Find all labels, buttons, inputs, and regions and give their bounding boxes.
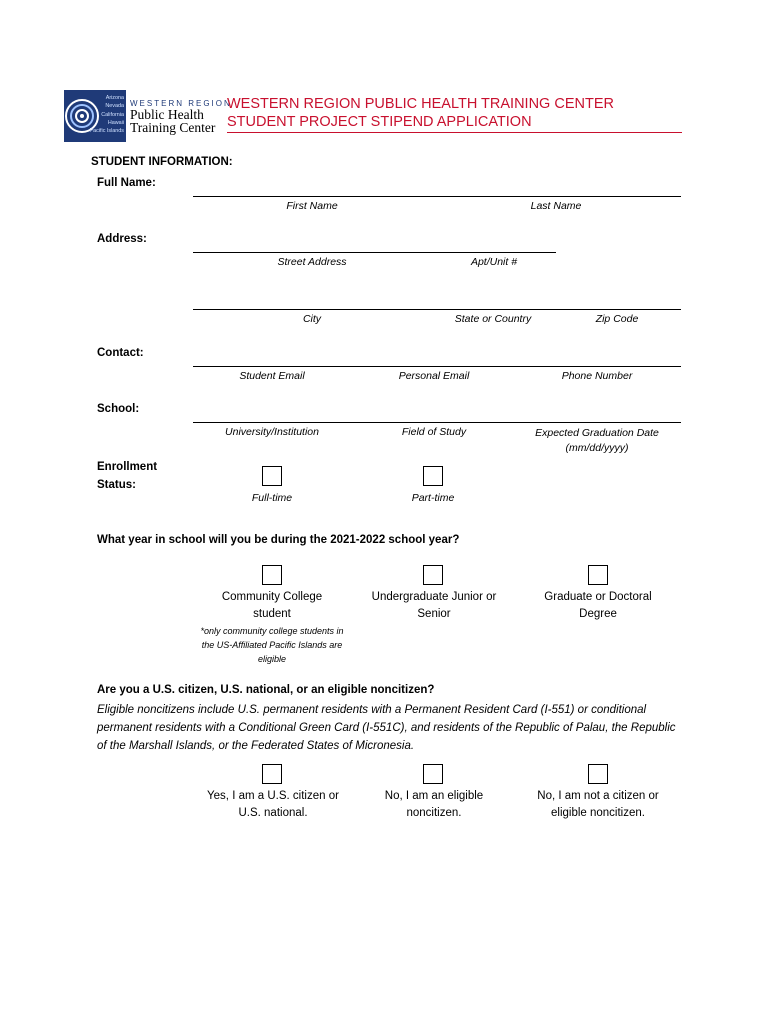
citizen-checkbox[interactable] (262, 764, 282, 784)
citizenship-detail: Eligible noncitizens include U.S. permanent residents with a Permanent Resident Card (I-551) or conditional permanent residents with a Conditional Green Card (I-551C), and residents of the Republic of Palau, the Republic of the Marshall Islands, or the Federated States of Micronesia. (97, 704, 676, 752)
community-college-checkbox[interactable] (262, 565, 282, 585)
page-title (227, 95, 614, 131)
logo-region: WESTERN REGION (130, 99, 232, 108)
logo-line1: Public Health (130, 107, 204, 122)
full-name-label: Full Name: (97, 177, 156, 189)
last-name-caption: Last Name (530, 200, 582, 212)
logo-state-list (88, 94, 124, 135)
undergraduate-checkbox[interactable] (423, 565, 443, 585)
part-time-caption: Part-time (411, 492, 455, 504)
university-caption: University/Institution (225, 426, 319, 438)
full-name-line[interactable] (193, 196, 681, 197)
enrollment-label: Enrollment Status: (97, 461, 158, 491)
citizen-option: Yes, I am a U.S. citizen or U.S. national. (207, 790, 339, 819)
city-caption: City (302, 313, 322, 325)
graduate-checkbox[interactable] (588, 565, 608, 585)
logo-name (130, 108, 215, 134)
full-time-checkbox[interactable] (262, 466, 282, 486)
logo-state: Arizona (105, 95, 124, 101)
street-address-caption: Street Address (277, 256, 347, 268)
not-eligible-option: No, I am not a citizen or eligible noncitizen. (537, 790, 659, 819)
contact-line[interactable] (193, 366, 681, 367)
logo-state: California (101, 111, 124, 118)
school-line[interactable] (193, 422, 681, 423)
undergraduate-option: Undergraduate Junior or Senior (371, 591, 497, 620)
eligible-noncitizen-option: No, I am an eligible noncitizen. (384, 790, 484, 819)
logo-line2: Training Center (130, 120, 216, 135)
contact-label: Contact: (97, 347, 144, 359)
state-caption: State or Country (454, 313, 532, 325)
logo-state: Pacific Islands (89, 128, 124, 135)
phone-caption: Phone Number (561, 370, 633, 382)
title-line1: WESTERN REGION PUBLIC HEALTH TRAINING CENTER (227, 96, 614, 112)
not-eligible-checkbox[interactable] (588, 764, 608, 784)
logo-state: Hawaii (107, 119, 124, 126)
personal-email-caption: Personal Email (398, 370, 470, 382)
community-college-option: Community College student (221, 591, 323, 620)
school-label: School: (97, 403, 140, 415)
year-question: What year in school will you be during the 2021-2022 school year? (97, 534, 460, 546)
community-college-note: *only community college students in the US-Affiliated Pacific Islands are eligible (200, 626, 344, 664)
first-name-caption: First Name (286, 200, 338, 212)
apt-unit-caption: Apt/Unit # (470, 256, 518, 268)
field-of-study-caption: Field of Study (401, 426, 467, 438)
eligible-noncitizen-checkbox[interactable] (423, 764, 443, 784)
student-email-caption: Student Email (239, 370, 305, 382)
logo-state: Nevada (105, 103, 124, 110)
street-address-line[interactable] (193, 252, 556, 253)
citizenship-question: Are you a U.S. citizen, U.S. national, or an eligible noncitizen? (97, 684, 435, 696)
section-heading: STUDENT INFORMATION: (91, 156, 233, 168)
part-time-checkbox[interactable] (423, 466, 443, 486)
address-label: Address: (97, 233, 147, 245)
graduate-option: Graduate or Doctoral Degree (544, 591, 652, 620)
city-state-zip-line[interactable] (193, 309, 681, 310)
zip-caption: Zip Code (595, 313, 639, 325)
header-divider (227, 132, 682, 133)
title-line2: STUDENT PROJECT STIPEND APPLICATION (227, 114, 532, 130)
graduation-date-caption: Expected Graduation Date (mm/dd/yyyy) (535, 427, 659, 454)
full-time-caption: Full-time (251, 492, 293, 504)
